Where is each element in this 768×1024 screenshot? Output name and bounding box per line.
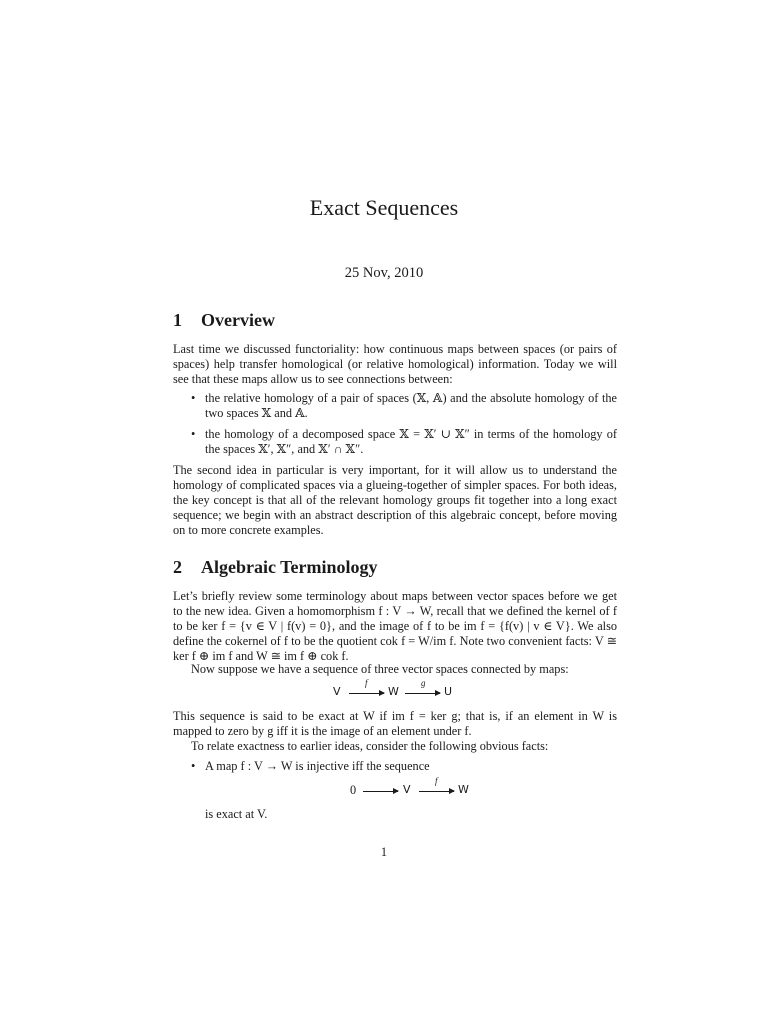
section-2-heading bbox=[173, 557, 378, 578]
arrow-f bbox=[419, 791, 454, 792]
section-2-number: 2 bbox=[173, 557, 182, 577]
bullet-icon: • bbox=[191, 427, 196, 441]
sequence-diagram-0vw bbox=[350, 778, 475, 800]
list-item bbox=[173, 391, 617, 421]
section-1-title: Overview bbox=[201, 310, 275, 330]
section-1-number: 1 bbox=[173, 310, 182, 330]
arrow-label-f: f bbox=[365, 678, 368, 688]
node-w: W bbox=[458, 783, 469, 796]
page-number: 1 bbox=[380, 845, 388, 859]
node-w: W bbox=[388, 685, 399, 698]
arrow-label-f: f bbox=[435, 776, 438, 786]
node-u: U bbox=[444, 685, 453, 698]
arrow-g bbox=[405, 693, 440, 694]
list-item bbox=[173, 759, 617, 774]
bullet-text: the relative homology of a pair of spaces (𝕏, 𝔸) and the absolute homology of the two spaces 𝕏 and 𝔸. bbox=[205, 391, 617, 420]
section-1-closing: The second idea in particular is very important, for it will allow us to understand the homology of complicated spaces via a glueing-together of simpler spaces. For both ideas, the key concept is that all of the relevant homology groups fit together into a long exact sequence; we begin with an abstract description of this algebraic concept, before moving on to more concrete examples. bbox=[173, 463, 617, 537]
arrow-label-g: g bbox=[421, 678, 426, 688]
list-item bbox=[173, 427, 617, 457]
arrow-f bbox=[349, 693, 384, 694]
section-2-title: Algebraic Terminology bbox=[201, 557, 378, 577]
bullet-text: A map f : V → W is injective iff the sequence bbox=[205, 759, 430, 773]
node-zero: 0 bbox=[350, 783, 357, 797]
bullet-text: the homology of a decomposed space 𝕏 = 𝕏′ ∪ 𝕏″ in terms of the homology of the spaces 𝕏′, 𝕏″, and 𝕏′ ∩ 𝕏″. bbox=[205, 427, 617, 456]
node-v: V bbox=[403, 783, 411, 796]
bullet-icon: • bbox=[191, 759, 196, 773]
section-1-intro: Last time we discussed functoriality: how continuous maps between spaces (or pairs of spaces) help transfer homological (or relative homological) information. Today we will see that these maps allow us to see connections between: bbox=[173, 342, 617, 386]
section-2-paragraph-1: Let’s briefly review some terminology about maps between vector spaces before we get to the new idea. Given a homomorphism f : V → W, recall that we defined the kernel of f to be ker f = {v ∈ V | f(v) = 0}, and the image of f to be im f = {f(v) | v ∈ V}. We also define the cokernel of f to be the quotient cok f = W/im f. Note two convenient facts: V ≅ ker f ⊕ im f and W ≅ im f ⊕ cok f. bbox=[173, 589, 617, 663]
document-date: 25 Nov, 2010 bbox=[344, 265, 424, 281]
section-2-paragraph-2: Now suppose we have a sequence of three vector spaces connected by maps: bbox=[191, 662, 569, 676]
node-v: V bbox=[333, 685, 341, 698]
section-1-heading bbox=[173, 310, 275, 331]
document-title: Exact Sequences bbox=[309, 195, 459, 220]
bullet-icon: • bbox=[191, 391, 196, 405]
section-2-after-text: is exact at V. bbox=[205, 807, 268, 821]
section-2-bullet-list bbox=[173, 759, 617, 774]
section-2-paragraph-4: To relate exactness to earlier ideas, consider the following obvious facts: bbox=[191, 739, 549, 753]
arrow-zero-to-v bbox=[363, 791, 398, 792]
section-1-bullet-list bbox=[173, 391, 617, 457]
section-2-paragraph-3: This sequence is said to be exact at W if im f = ker g; that is, if an element in W is mapped to zero by g iff it is the image of an element under f. bbox=[173, 709, 617, 738]
sequence-diagram-vwu bbox=[333, 678, 453, 702]
